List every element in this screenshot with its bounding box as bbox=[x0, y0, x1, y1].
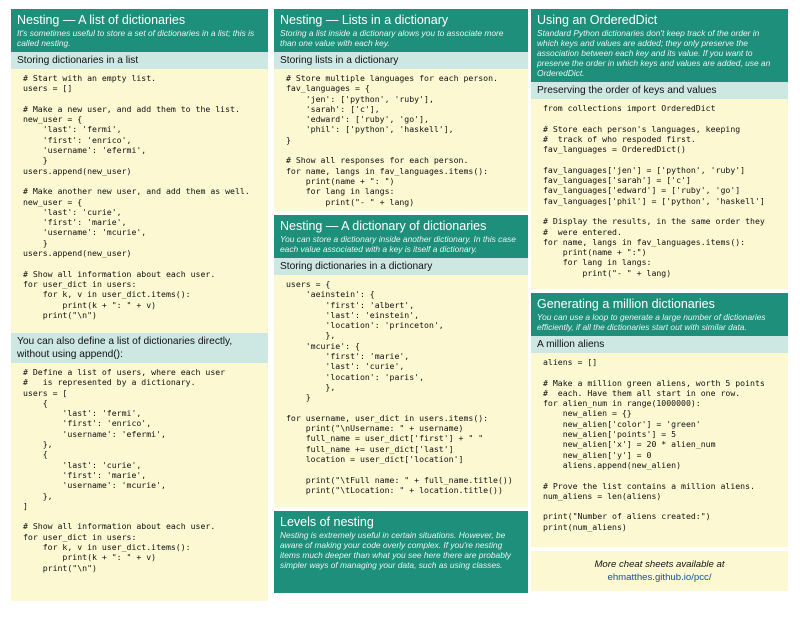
section-title: Using an OrderedDict bbox=[537, 13, 658, 27]
section-description: Storing a list inside a dictionary alows you to associate more than one value with each key. bbox=[280, 28, 504, 48]
subheading: Storing dictionaries in a dictionary bbox=[274, 258, 528, 275]
section-ordereddict bbox=[531, 9, 788, 289]
code-block: aliens = [] # Make a million green aliens, worth 5 points # each. Have them all start in one row. for alien_num in range(1000000): new_alien = {} new_alien['color'] = 'green' new_alien['points'] = 5 new_alien['x'] = 20 * alien_num new_alien['y'] = 0 aliens.append(new_alien) # Prove the list contains a million aliens. num_aliens = len(aliens) print("Number of aliens created:") print(num_aliens) bbox=[531, 353, 788, 547]
section-list-of-dictionaries bbox=[11, 9, 268, 601]
column-middle bbox=[274, 9, 528, 593]
footer-text: More cheat sheets available at bbox=[594, 559, 725, 570]
section-title: Nesting — A list of dictionaries bbox=[17, 13, 186, 27]
section-header bbox=[274, 215, 528, 258]
code-block: # Start with an empty list. users = [] # Make a new user, and add them to the list. new_user = { 'last': 'fermi', 'first': 'enrico', 'username': 'efermi', } users.append(new_user) # Make another new user, and add them as well. new_user = { 'last': 'curie', 'first': 'marie', 'username': 'mcurie', } users.append(new_user) # Show all information about each user. for user_dict in users: for k, v in user_dict.items(): print(k + ": " + v) print("\n") bbox=[11, 69, 268, 333]
section-title: Nesting — Lists in a dictionary bbox=[280, 13, 449, 27]
footer-link[interactable]: ehmatthes.github.io/pcc/ bbox=[607, 572, 712, 583]
subheading: Storing lists in a dictionary bbox=[274, 52, 528, 69]
code-block: # Store multiple languages for each person. fav_languages = { 'jen': ['python', 'ruby'], 'sarah': ['c'], 'edward': ['ruby', 'go'], 'phil': ['python', 'haskell'], } # Show all responses for each person. for name, langs in fav_languages.items(): print(name + ": ") for lang in langs: print("- " + lang) bbox=[274, 69, 528, 211]
subheading: Preserving the order of keys and values bbox=[531, 82, 788, 99]
section-lists-in-dictionary bbox=[274, 9, 528, 211]
section-header bbox=[274, 9, 528, 52]
section-dictionary-of-dictionaries bbox=[274, 215, 528, 507]
column-left bbox=[11, 9, 268, 601]
section-title: Levels of nesting bbox=[280, 515, 374, 529]
subheading: A million aliens bbox=[531, 336, 788, 353]
section-levels-of-nesting bbox=[274, 511, 528, 593]
section-title: Generating a million dictionaries bbox=[537, 297, 715, 311]
section-description: You can use a loop to generate a large number of dictionaries efficiently, if all the dictionaries start out with similar data. bbox=[537, 312, 766, 332]
section-description: Standard Python dictionaries don't keep track of the order in which keys and values are added; they only preserve the association between each key and its value. If you want to preserve the order in which keys and values are added, use an OrderedDict. bbox=[537, 28, 771, 78]
code-block: # Define a list of users, where each user # is represented by a dictionary. users = [ { 'last': 'fermi', 'first': 'enrico', 'username': 'efermi', }, { 'last': 'curie', 'first': 'marie', 'username': 'mcurie', }, ] # Show all information about each user. for user_dict in users: for k, v in user_dict.items(): print(k + ": " + v) print("\n") bbox=[11, 363, 268, 601]
subheading: You can also define a list of dictionaries directly, without using append(): bbox=[11, 333, 268, 363]
section-header bbox=[274, 511, 528, 593]
footer-box bbox=[531, 551, 788, 591]
code-block: users = { 'aeinstein': { 'first': 'albert', 'last': 'einstein', 'location': 'princeton', }, 'mcurie': { 'first': 'marie', 'last': 'curie', 'location': 'paris', }, } for username, user_dict in users.items(): print("\nUsername: " + username) full_name = user_dict['first'] + " " full_name += user_dict['last'] location = user_dict['location'] print("\tFull name: " + full_name.title()) print("\tLocation: " + location.title()) bbox=[274, 275, 528, 507]
subheading: Storing dictionaries in a list bbox=[11, 52, 268, 69]
section-header bbox=[11, 9, 268, 52]
section-description: Nesting is extremely useful in certain situations. However, be aware of making your code overly complex. If you're nesting items much deeper than what you see here there are probably simpler ways of managing your data, such as using classes. bbox=[280, 530, 511, 570]
column-right bbox=[531, 9, 788, 591]
section-description: It's sometimes useful to store a set of dictionaries in a list; this is called nesting. bbox=[17, 28, 255, 48]
section-description: You can store a dictionary inside another dictionary. In this case each value associated with a key is itself a dictionary. bbox=[280, 234, 516, 254]
code-block: from collections import OrderedDict # Store each person's languages, keeping # track of who respoded first. fav_languages = OrderedDict() fav_languages['jen'] = ['python', 'ruby'] fav_languages['sarah'] = ['c'] fav_languages['edward'] = ['ruby', 'go'] fav_languages['phil'] = ['python', 'haskell'] # Display the results, in the same order they # were entered. for name, langs in fav_languages.items(): print(name + ":") for lang in langs: print("- " + lang) bbox=[531, 99, 788, 289]
section-header bbox=[531, 293, 788, 336]
section-million-dictionaries bbox=[531, 293, 788, 547]
section-title: Nesting — A dictionary of dictionaries bbox=[280, 219, 487, 233]
section-header bbox=[531, 9, 788, 82]
